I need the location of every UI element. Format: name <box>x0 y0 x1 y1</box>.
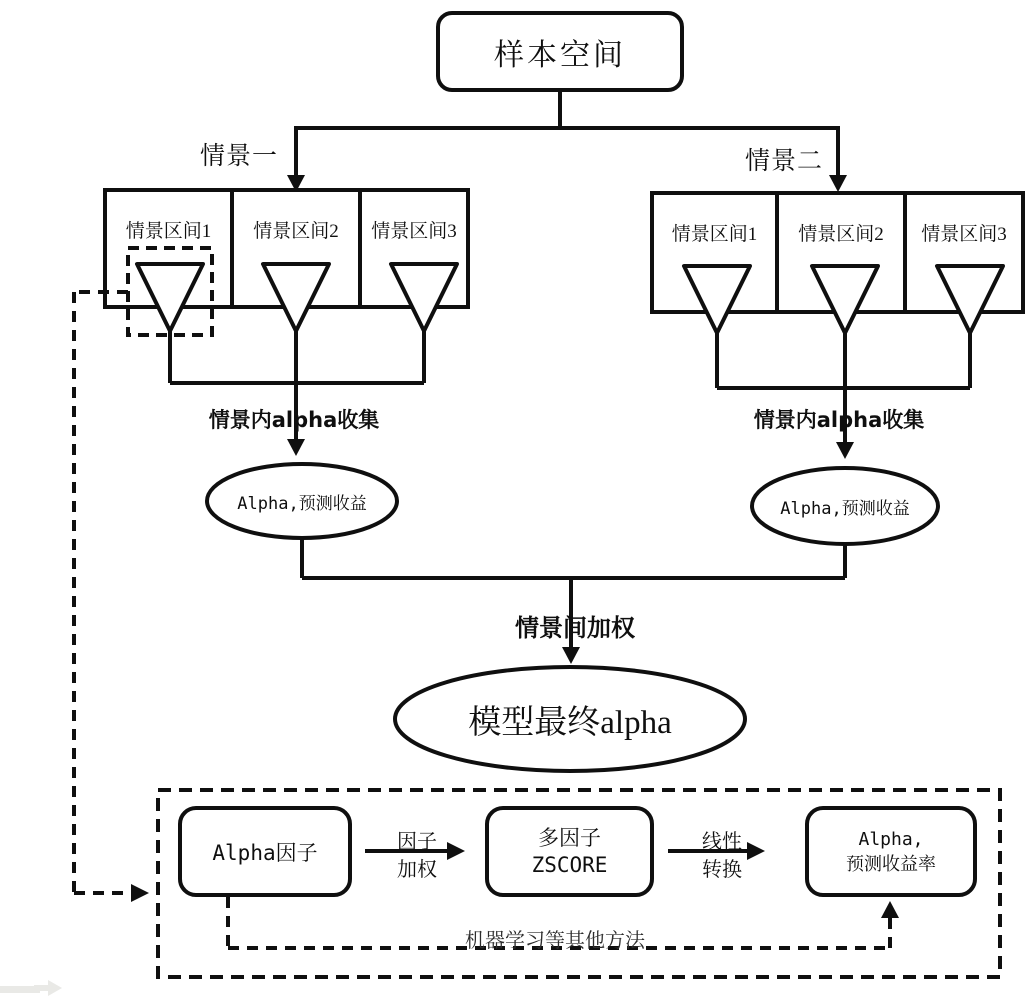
zscore-label <box>487 808 652 895</box>
factor-weight-arrow-label-line2: 加权 <box>397 859 437 881</box>
arrowhead-scenario2 <box>829 175 847 192</box>
scenario1-collect-label: 情景内alpha收集 <box>208 408 380 432</box>
watermark <box>0 980 62 996</box>
scenario2-interval3-label: 情景区间3 <box>921 224 1007 245</box>
scenario1-alpha-output-label: Alpha,预测收益 <box>237 493 367 514</box>
converge-lines <box>302 538 845 664</box>
scenario1-interval3-label: 情景区间3 <box>371 221 457 242</box>
ml-method-label: 机器学习等其他方法 <box>465 930 645 952</box>
scenario1-interval2-label: 情景区间2 <box>253 221 339 242</box>
scenario2-collector-lines <box>717 333 970 459</box>
result-label-line2: 预测收益率 <box>846 853 936 875</box>
linear-transform-arrow-label-line2: 转换 <box>702 859 742 881</box>
scenario2-collect-label: 情景内alpha收集 <box>753 408 925 432</box>
ml-arrowhead <box>881 901 899 918</box>
scenario2-alpha-output-label: Alpha,预测收益 <box>780 498 910 519</box>
linear-transform-arrow-label-line1: 线性 <box>702 831 742 853</box>
factor-weight-arrow-label-line1: 因子 <box>397 831 437 853</box>
scenario2-interval2-label: 情景区间2 <box>798 224 884 245</box>
alpha-factor-label: Alpha因子 <box>212 840 318 865</box>
inter-scenario-weight-label: 情景间加权 <box>515 614 635 642</box>
scenario2-funnel-triangles <box>684 266 1003 333</box>
sample-space-label: 样本空间 <box>494 38 626 72</box>
scenario1-name-label: 情景一 <box>200 143 279 170</box>
feedback-dashed-path <box>74 292 132 893</box>
scenario2-interval1-label: 情景区间1 <box>671 224 758 245</box>
final-alpha-label: 模型最终alpha <box>468 704 672 741</box>
result-label <box>807 808 975 895</box>
scenario1-interval1-label: 情景区间1 <box>125 221 212 242</box>
zscore-label-line2: ZSCORE <box>531 852 608 877</box>
scenario2-name-label: 情景二 <box>745 148 824 175</box>
scenario1-collector-lines <box>170 331 424 456</box>
result-label-line1: Alpha, <box>858 828 924 850</box>
zscore-label-line1: 多因子 <box>538 825 601 850</box>
scenario1-funnel-triangles <box>137 264 457 331</box>
feedback-arrowhead <box>131 884 149 902</box>
